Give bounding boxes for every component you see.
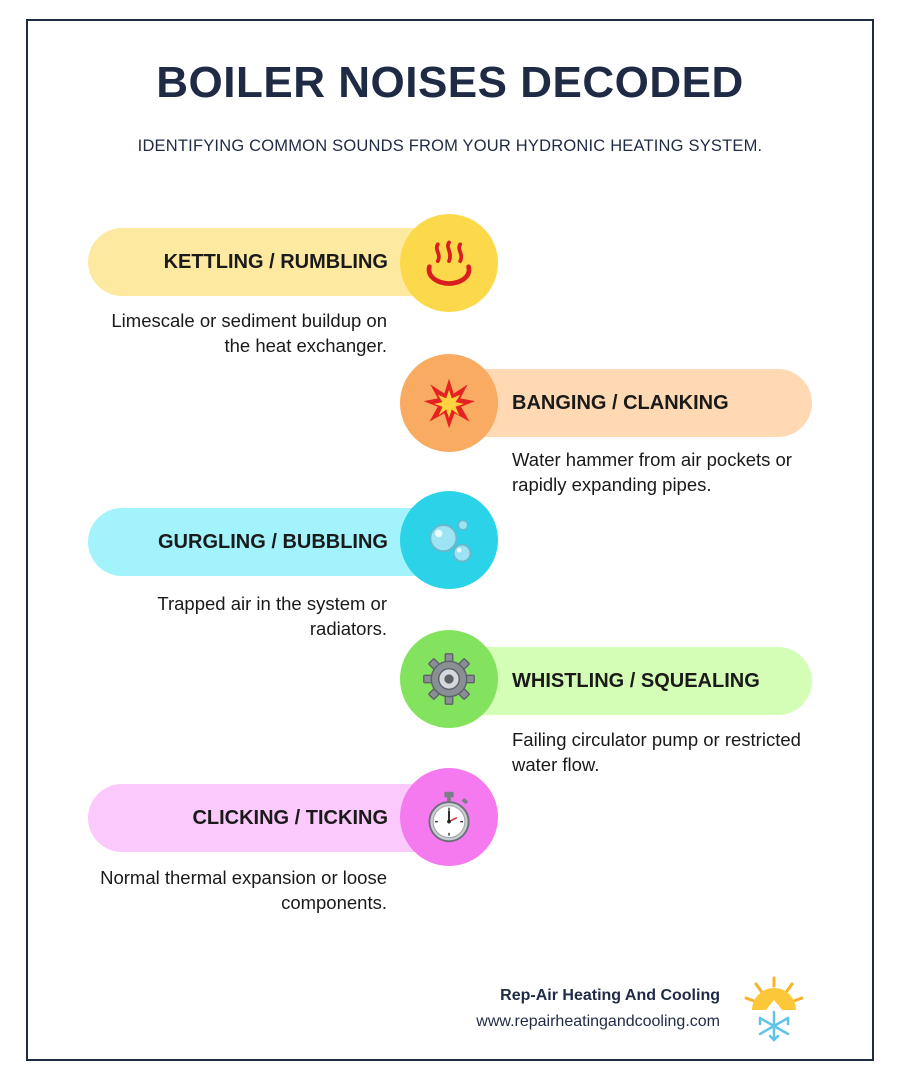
noise-icon-circle-gurgling <box>400 491 498 589</box>
noise-icon-circle-clicking <box>400 768 498 866</box>
page-title: BOILER NOISES DECODED <box>156 58 744 107</box>
noise-label-whistling: WHISTLING / SQUEALING <box>512 669 760 692</box>
bubbles-icon <box>421 512 477 568</box>
company-name: Rep-Air Heating And Cooling <box>500 987 720 1004</box>
noise-icon-circle-whistling <box>400 630 498 728</box>
stopwatch-icon <box>421 789 477 845</box>
gear-icon <box>421 651 477 707</box>
page-subtitle: IDENTIFYING COMMON SOUNDS FROM YOUR HYDRONIC HEATING SYSTEM. <box>137 137 763 155</box>
noise-description-kettling: Limescale or sediment buildup on the heat exchanger. <box>111 310 387 356</box>
sun-snowflake-logo-icon <box>742 976 806 1042</box>
noise-icon-circle-kettling <box>400 214 498 312</box>
company-url[interactable]: www.repairheatingandcooling.com <box>476 1013 720 1030</box>
hot-springs-icon <box>421 235 477 291</box>
noise-description-gurgling: Trapped air in the system or radiators. <box>157 593 387 639</box>
noise-icon-circle-banging <box>400 354 498 452</box>
collision-icon <box>421 375 477 431</box>
noise-label-clicking: CLICKING / TICKING <box>192 806 388 829</box>
noise-label-gurgling: GURGLING / BUBBLING <box>158 530 388 553</box>
noise-label-banging: BANGING / CLANKING <box>512 391 729 414</box>
noise-description-clicking: Normal thermal expansion or loose components. <box>100 867 387 913</box>
noise-description-whistling: Failing circulator pump or restricted water flow. <box>512 729 801 775</box>
noise-label-kettling: KETTLING / RUMBLING <box>163 250 388 273</box>
noise-description-banging: Water hammer from air pockets or rapidly expanding pipes. <box>512 449 792 495</box>
